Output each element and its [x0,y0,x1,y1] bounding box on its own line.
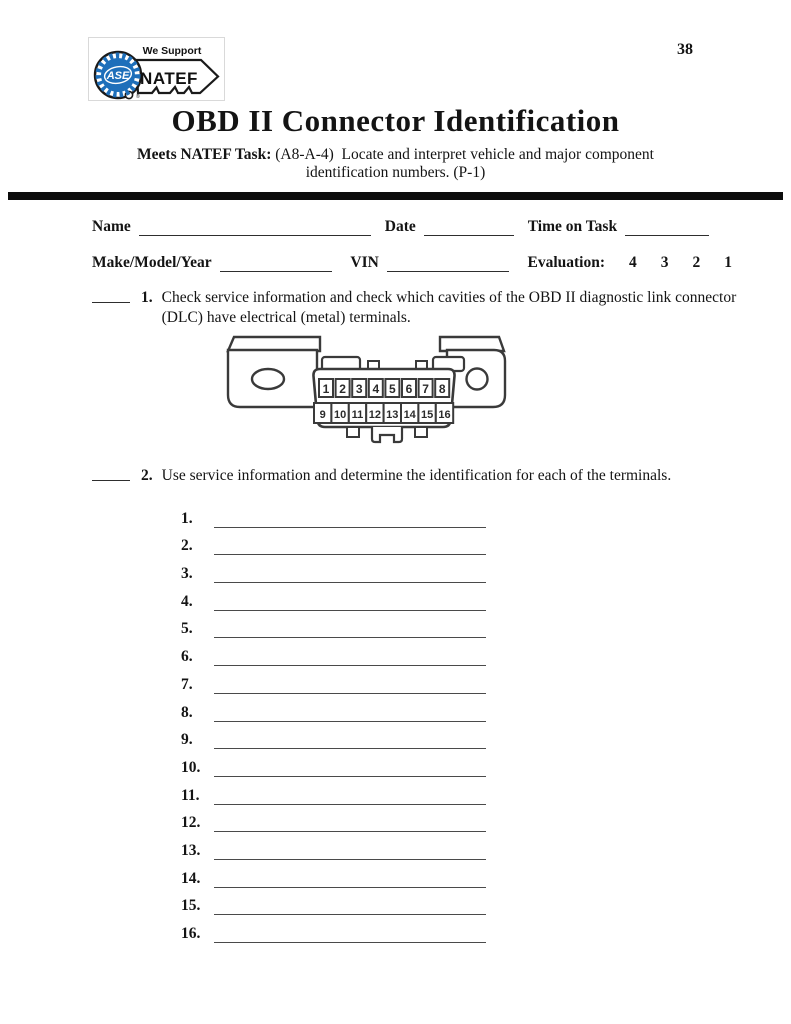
page-title: OBD II Connector Identification [171,103,620,138]
pin-label: 6 [405,382,413,396]
terminal-number: 6. [181,648,193,666]
terminal-answer-blank [214,922,486,943]
pin-label: 1 [322,382,330,396]
terminal-row [181,500,486,528]
date-field [424,219,514,236]
terminal-answer-blank [214,756,486,777]
task-line-2: identification numbers. (P-1) [305,164,486,181]
pin-label: 7 [422,382,429,396]
terminal-row [181,722,486,750]
vin-label: VIN [350,254,379,271]
terminal-answer-blank [214,867,486,888]
ase-wordmark: ASE [106,70,130,82]
terminal-answer-blank [214,673,486,694]
left-bracket-oval-hole [252,369,284,389]
header-divider-rule [8,192,783,200]
terminal-number: 9. [181,731,193,749]
question-1 [92,288,737,328]
natef-key-logo-graphic [88,37,225,101]
evaluation-value-3: 3 [660,254,669,271]
question-1-text: Check service information and check which cavities of the OBD II diagnostic link connector (DLC) have electrical (metal) terminals. [161,289,737,326]
make-model-year-label: Make/Model/Year [92,254,212,271]
terminal-number: 16. [181,925,201,942]
terminal-number: 7. [181,675,193,693]
evaluation-value-1: 1 [724,254,732,271]
terminal-answer-blank [214,507,486,528]
terminal-number: 10. [181,758,201,776]
name-label: Name [92,218,131,235]
right-bracket-round-hole [467,369,488,390]
make-model-year-field [220,255,333,272]
question-2-text: Use service information and determine the identification for each of the terminals. [161,467,672,484]
terminal-number: 13. [181,841,201,859]
pin-label: 4 [372,382,380,396]
terminal-number: 12. [181,814,201,832]
terminal-row [181,777,486,805]
registered-mark: ® [136,94,140,100]
pin-label: 2 [339,382,346,396]
terminal-answer-blank [214,562,486,583]
pin-label: 8 [438,382,446,396]
question-1-number: 1. [141,289,153,306]
terminal-row [181,915,486,943]
terminal-answer-blank [214,839,486,860]
terminal-answer-blank [214,534,486,555]
terminal-answer-blank [214,728,486,749]
we-support-label: We Support [142,45,202,57]
time-on-task-field [625,219,709,236]
terminal-number: 1. [181,509,193,527]
terminal-number: 15. [181,897,201,915]
task-label: Meets NATEF Task: [137,146,272,163]
evaluation-value-2: 2 [692,254,701,271]
terminal-answer-blank [214,617,486,638]
date-label: Date [384,218,416,235]
terminal-answer-blank [214,784,486,805]
terminal-answer-blank [214,894,486,915]
terminal-number: 2. [181,537,193,555]
terminal-row [181,611,486,639]
pin-label: 10 [333,409,347,421]
terminal-row [181,528,486,556]
obd2-connector-graphic [222,333,512,455]
pin-label: 15 [420,409,434,421]
name-field [139,219,371,236]
terminal-answer-blank [214,701,486,722]
terminal-row [181,638,486,666]
pin-label: 9 [319,409,326,421]
pin-label: 13 [386,409,399,421]
terminal-row [181,666,486,694]
housing-bottom-peg-left [347,427,359,437]
terminal-row [181,555,486,583]
student-info-row [92,218,732,236]
terminal-number: 5. [181,620,193,638]
terminal-number: 11. [181,786,200,804]
terminal-row [181,860,486,888]
page-number: 38 [677,41,693,58]
vin-field [387,255,510,272]
terminal-answer-blank [214,645,486,666]
question-1-grade-blank [92,288,130,303]
terminal-row [181,805,486,833]
terminal-row [181,888,486,916]
vehicle-info-row [92,254,732,272]
evaluation-label: Evaluation: [527,254,605,271]
task-line-1 [0,146,791,164]
time-on-task-label: Time on Task [527,218,618,235]
housing-bottom-peg-right [415,427,427,437]
terminal-number: 14. [181,869,201,887]
terminal-row [181,832,486,860]
question-2 [92,466,737,486]
terminal-answer-blank [214,811,486,832]
pin-label: 14 [403,409,416,421]
housing-bottom-center-tab [372,427,402,442]
natef-task-subtitle [0,146,791,182]
obd2-connector-diagram [222,333,512,460]
question-2-grade-blank [92,466,130,481]
pin-label: 3 [355,382,363,396]
terminal-answer-blank [214,590,486,611]
pin-label: 5 [389,382,396,396]
terminal-number: 4. [181,592,193,610]
natef-ase-logo [88,37,225,101]
terminal-row [181,583,486,611]
pin-label: 11 [351,409,364,421]
question-2-number: 2. [141,467,153,484]
evaluation-value-4: 4 [629,254,637,271]
terminal-row [181,749,486,777]
pin-label: 16 [438,409,451,421]
terminal-row [181,694,486,722]
natef-wordmark: NATEF [140,69,198,88]
terminal-identification-list [181,500,486,943]
terminal-number: 8. [181,703,193,721]
task-text-1: (A8-A-4) Locate and interpret vehicle and major component [271,146,654,163]
terminal-number: 3. [181,565,193,583]
pin-label: 12 [368,409,382,421]
